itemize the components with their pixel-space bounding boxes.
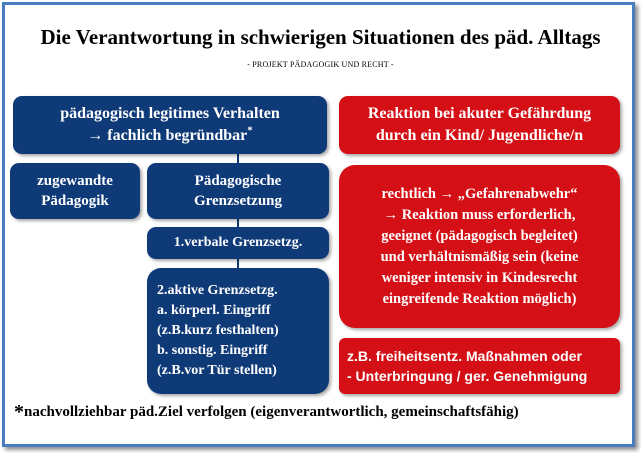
- footnote-text: nachvollziehbar päd.Ziel verfolgen (eigenverantwortlich, gemeinschaftsfähig): [24, 404, 519, 420]
- reaktion-line2: durch ein Kind/ Jugendliche/n: [375, 127, 584, 144]
- zugewandte-line1: zugewandte: [37, 173, 113, 189]
- verbal-grenzsetzung-box: [147, 227, 329, 259]
- slide-title: Die Verantwortung in schwierigen Situationen des päd. Alltags: [40, 25, 601, 49]
- rechtlich-line-2: → Reaktion muss erforderlich,: [383, 206, 576, 223]
- rechtlich-gefahrenabwehr-box: [339, 165, 620, 328]
- grenzsetzung-box: [147, 163, 329, 219]
- aktive-grenzsetzung-box: [147, 268, 329, 394]
- reaktion-line1: Reaktion bei akuter Gefährdung: [367, 105, 592, 122]
- beispiel-line1: z.B. freiheitsentz. Maßnahmen oder: [347, 348, 582, 364]
- footnote: [14, 401, 634, 424]
- legitimate-behavior-line1: pädagogisch legitimes Verhalten: [60, 105, 280, 122]
- reaktion-gefaehrdung-box: [339, 96, 620, 154]
- rechtlich-line-1: rechtlich → „Gefahrenabwehr“: [381, 185, 578, 202]
- aktive-line-2: a. körperl. Eingriff: [157, 303, 271, 318]
- beispiel-massnahmen-box: [339, 338, 620, 394]
- verbal-grenzsetzung-text: 1.verbale Grenzsetzg.: [173, 235, 303, 250]
- aktive-line-1: 2.aktive Grenzsetzg.: [157, 283, 278, 298]
- rechtlich-line-4: und verhältnismäßig sein (keine: [380, 248, 579, 265]
- rechtlich-line-3: geeignet (pädagogisch begleitet): [381, 227, 578, 244]
- rechtlich-line-5: weniger intensiv in Kindesrecht: [381, 269, 578, 286]
- zugewandte-paedagogik-box: [10, 163, 140, 219]
- zugewandte-line2: Pädagogik: [41, 193, 109, 209]
- aktive-line-3: (z.B.kurz festhalten): [157, 323, 279, 338]
- rechtlich-line-6: eingreifende Reaktion möglich): [382, 290, 577, 307]
- legitimate-behavior-line2-text: → fachlich begründbar: [87, 127, 248, 144]
- grenzsetzung-line1: Pädagogische: [194, 173, 282, 189]
- legitimate-behavior-line2: [87, 125, 253, 147]
- legitimate-behavior-box: [13, 96, 327, 154]
- grenzsetzung-line2: Grenzsetzung: [193, 193, 283, 209]
- footnote-star: *: [14, 401, 24, 423]
- aktive-line-5: (z.B.vor Tür stellen): [157, 363, 277, 378]
- slide-subtitle: - PROJEKT PÄDAGOGIK UND RECHT -: [247, 60, 394, 69]
- aktive-line-4: b. sonstig. Eingriff: [157, 343, 268, 358]
- beispiel-line2: - Unterbringung / ger. Genehmigung: [347, 368, 588, 384]
- footnote-marker: *: [247, 124, 253, 137]
